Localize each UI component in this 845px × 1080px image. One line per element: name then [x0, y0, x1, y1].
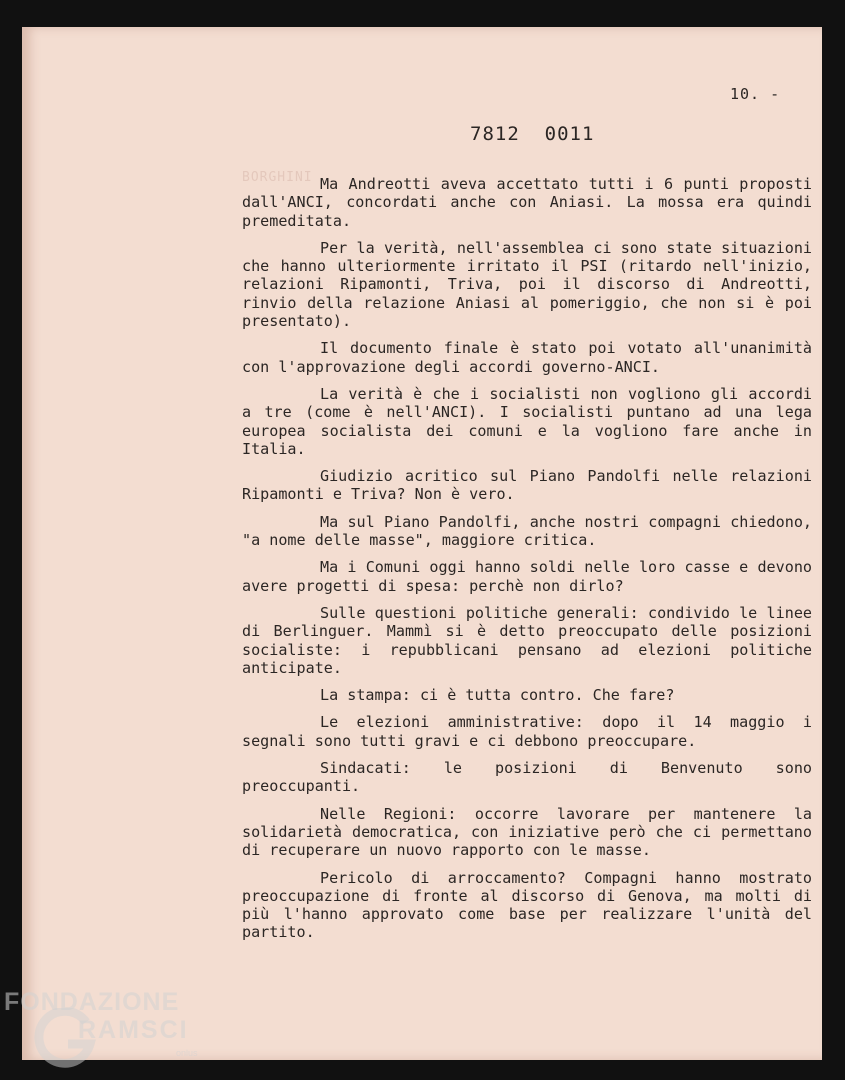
paragraph: Sindacati: le posizioni di Benvenuto sono preoccupanti.	[242, 759, 812, 796]
paragraph: Giudizio acritico sul Piano Pandolfi nelle relazioni Ripamonti e Triva? Non è vero.	[242, 467, 812, 504]
paragraph: Il documento finale è stato poi votato all'unanimità con l'approvazione degli accordi governo-ANCI.	[242, 339, 812, 376]
page-number: 10. -	[730, 85, 781, 103]
archive-code: 7812 0011	[470, 123, 595, 145]
paragraph: Ma sul Piano Pandolfi, anche nostri compagni chiedono, "a nome delle masse", maggiore critica.	[242, 512, 812, 550]
paragraph: Pericolo di arroccamento? Compagni hanno mostrato preoccupazione di fronte al discorso di Genova, ma molti di più l'hanno approvato come base per realizzare l'unità del partito.	[242, 868, 812, 942]
paragraph: Ma Andreotti aveva accettato tutti i 6 punti proposti dall'ANCI, concordati anche con Aniasi. La mossa era quindi premeditata.	[242, 175, 812, 230]
paragraph: Nelle Regioni: occorre lavorare per mantenere la solidarietà democratica, con iniziative però che ci permettano di recuperare un nuovo rapporto con le masse.	[242, 804, 812, 860]
watermark-sub: onlus	[176, 1048, 198, 1058]
bleed-through-heading: BORGHINI	[242, 170, 313, 185]
paragraph: La verità è che i socialisti non vogliono gli accordi a tre (come è nell'ANCI). I socialisti puntano ad una lega europea socialista dei comuni e la vogliono fare anche in Italia.	[242, 384, 812, 458]
document-page	[22, 27, 822, 1060]
paragraph: Sulle questioni politiche generali: condivido le linee di Berlinguer. Mammì si è detto preoccupato delle posizioni socialiste: i repubblicani pensano ad elezioni politiche anticipate.	[242, 603, 812, 677]
paragraph: La stampa: ci è tutta contro. Che fare?	[320, 686, 675, 705]
paragraph: Ma i Comuni oggi hanno soldi nelle loro casse e devono avere progetti di spesa: perchè non dirlo?	[242, 558, 812, 595]
watermark-line-2: RAMSCI	[78, 1016, 189, 1044]
typed-text-body	[242, 175, 812, 951]
paragraph: Le elezioni amministrative: dopo il 14 maggio i segnali sono tutti gravi e ci debbono preoccupare.	[242, 713, 812, 750]
watermark-line-1: FONDAZIONE	[4, 988, 180, 1016]
paragraph: Per la verità, nell'assemblea ci sono state situazioni che hanno ulteriormente irritato il PSI (ritardo nell'inizio, relazioni Ripamonti, Triva, poi il discorso di Andreotti, rinvio della relazione Aniasi al pomeriggio, che non si è poi presentato).	[242, 238, 812, 331]
